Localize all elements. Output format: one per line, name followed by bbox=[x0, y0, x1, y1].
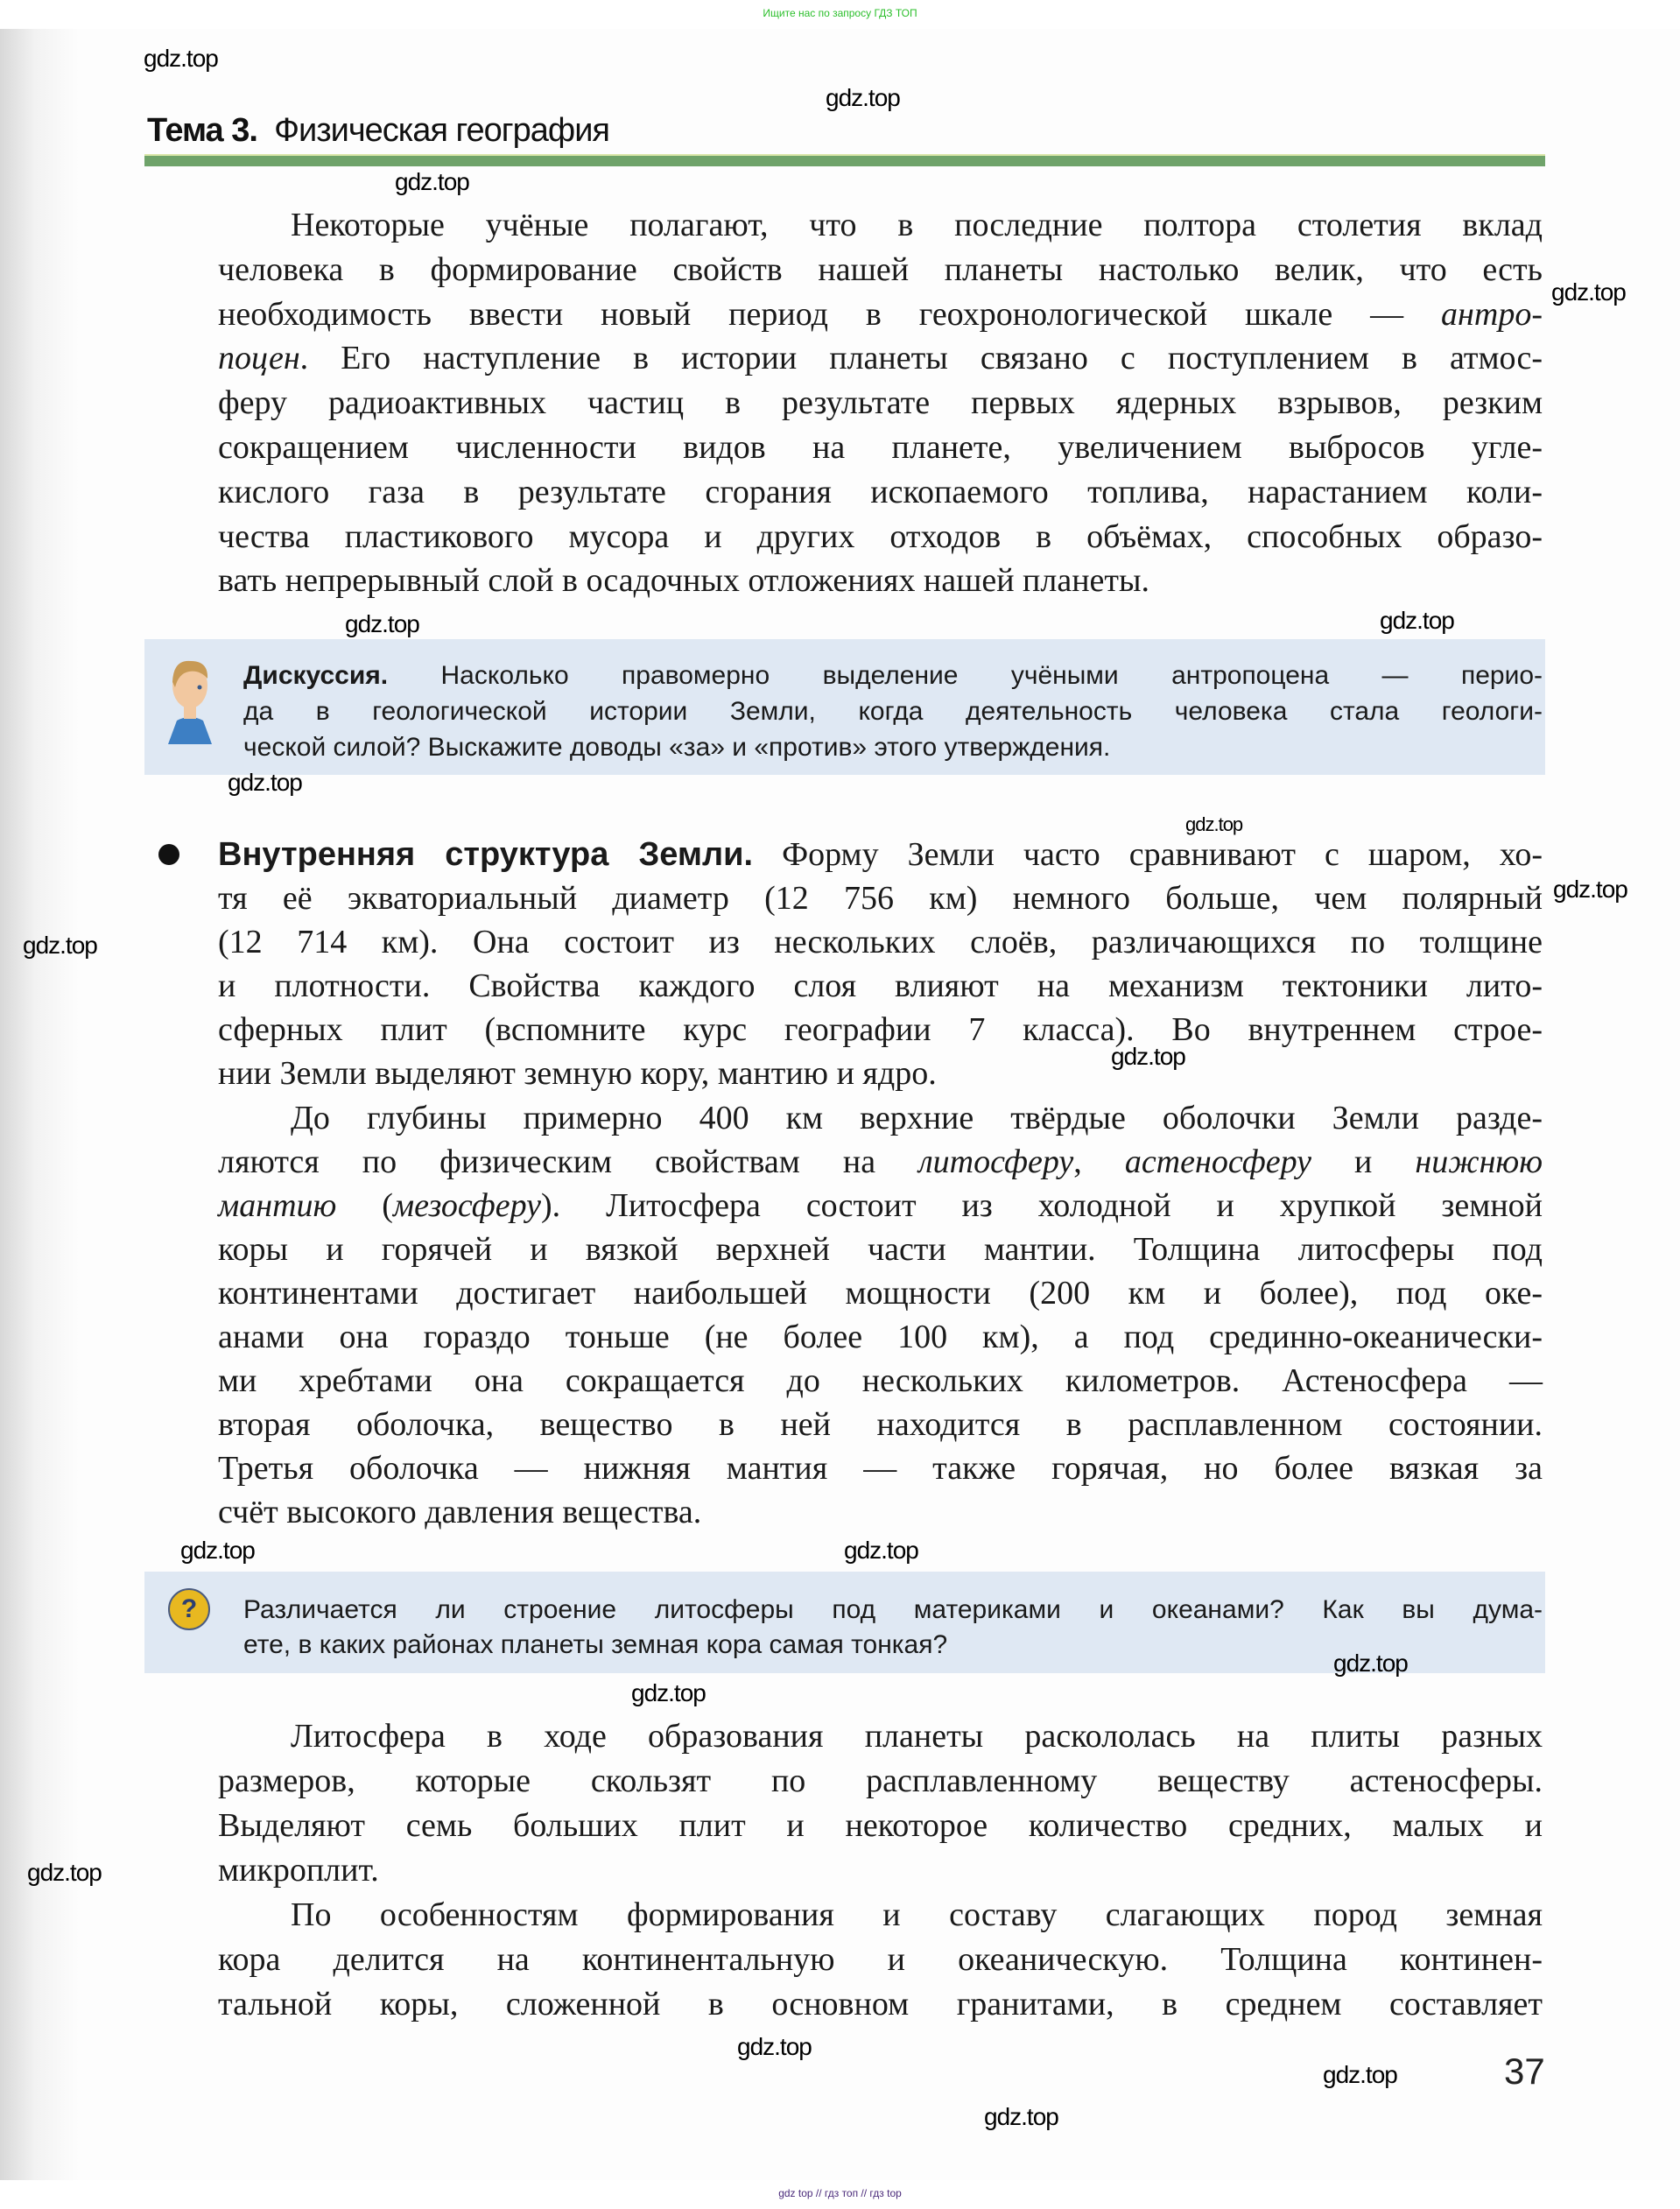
text-line bbox=[218, 1184, 1543, 1228]
text-line bbox=[218, 515, 1543, 559]
header-rule bbox=[144, 154, 1545, 166]
watermark: gdz.top bbox=[1333, 1650, 1408, 1677]
text-segment: необходимость ввести новый период в геохронологической шкале — bbox=[218, 295, 1442, 333]
text-segment: Форму Земли часто сравнивают с шаром, хо- bbox=[753, 836, 1543, 873]
italic-term: поцен bbox=[218, 340, 300, 377]
text-line bbox=[218, 1893, 1543, 1938]
text-segment: вторая оболочка, вещество в ней находится в расплавленном состоянии. bbox=[218, 1406, 1543, 1444]
watermark: gdz.top bbox=[1380, 607, 1454, 634]
text-line bbox=[218, 876, 1543, 920]
text-segment: коры и горячей и вязкой верхней части мантии. Толщина литосферы под bbox=[218, 1230, 1543, 1268]
text-line bbox=[218, 920, 1543, 964]
text-segment: ( bbox=[336, 1186, 393, 1224]
text-line bbox=[218, 1759, 1543, 1804]
italic-term: антро- bbox=[1441, 295, 1543, 333]
text-segment: и плотности. Свойства каждого слоя влияют на механизм тектоники лито- bbox=[218, 967, 1543, 1005]
text-line bbox=[218, 248, 1543, 292]
top-banner bbox=[0, 0, 1680, 29]
text-line bbox=[218, 381, 1543, 426]
text-segment: Литосфера в ходе образования планеты раскололась на плиты разных bbox=[291, 1718, 1543, 1755]
watermark: gdz.top bbox=[23, 932, 97, 959]
watermark: gdz.top bbox=[228, 769, 302, 796]
text-segment: ческой силой? Выскажите доводы «за» и «против» этого утверждения. bbox=[243, 733, 1111, 762]
text-line bbox=[243, 658, 1543, 693]
watermark: gdz.top bbox=[144, 45, 218, 72]
text-line bbox=[218, 833, 1543, 876]
text-segment: сокращением численности видов на планете, увеличением выбросов угле- bbox=[218, 428, 1543, 466]
text-line bbox=[218, 1982, 1543, 2027]
watermark: gdz.top bbox=[826, 84, 900, 111]
text-line bbox=[218, 1490, 1543, 1534]
topic-label: Тема 3. bbox=[147, 112, 257, 149]
text-segment: (12 714 км). Она состоит из нескольких слоёв, различающихся по толщине bbox=[218, 924, 1543, 961]
text-segment: До глубины примерно 400 км верхние твёрдые оболочки Земли разде- bbox=[291, 1099, 1543, 1136]
watermark: gdz.top bbox=[737, 2033, 812, 2060]
text-line bbox=[218, 292, 1543, 337]
text-line bbox=[218, 559, 1543, 603]
text-line bbox=[243, 693, 1543, 729]
topic-title: Физическая география bbox=[274, 112, 609, 149]
text-segment: По особенностям формирования и составу слагающих пород земная bbox=[291, 1896, 1543, 1933]
watermark: gdz.top bbox=[1111, 1043, 1185, 1070]
paragraph-lithosphere bbox=[218, 1714, 1543, 2027]
text-segment: анами она гораздо тоньше (не более 100 км), а под срединно-океанически- bbox=[218, 1319, 1543, 1356]
watermark: gdz.top bbox=[395, 168, 469, 195]
discussion-text bbox=[243, 658, 1543, 765]
text-segment: кора делится на континентальную и океаническую. Толщина континен- bbox=[218, 1941, 1543, 1978]
bottom-banner-text: gdz top // гдз топ // гдз top bbox=[778, 2187, 902, 2199]
top-banner-text: Ищите нас по запросу ГДЗ ТОП bbox=[763, 7, 917, 19]
text-line bbox=[218, 1096, 1543, 1140]
text-line bbox=[218, 426, 1543, 470]
text-line bbox=[218, 1938, 1543, 1982]
text-segment: вать непрерывный слой в осадочных отложениях нашей планеты. bbox=[218, 562, 1150, 600]
text-line bbox=[218, 203, 1543, 248]
text-segment: счёт высокого давления вещества. bbox=[218, 1494, 702, 1531]
text-line bbox=[218, 1446, 1543, 1490]
text-segment: континентами достигает наибольшей мощности (200 км и более), под оке- bbox=[218, 1274, 1543, 1312]
text-line bbox=[218, 470, 1543, 515]
bold-heading: Дискуссия. bbox=[243, 661, 389, 690]
text-segment: ляются по физическим свойствам на bbox=[218, 1143, 919, 1180]
text-line bbox=[218, 1359, 1543, 1403]
text-line bbox=[243, 1593, 1543, 1628]
text-segment: ете, в каких районах планеты земная кора самая тонкая? bbox=[243, 1630, 948, 1659]
watermark: gdz.top bbox=[984, 2103, 1058, 2130]
text-line bbox=[218, 1848, 1543, 1893]
text-segment: человека в формирование свойств нашей планеты настолько велик, что есть bbox=[218, 250, 1543, 288]
watermark: gdz.top bbox=[27, 1859, 102, 1886]
text-segment: Выделяют семь больших плит и некоторое количество средних, малых и bbox=[218, 1807, 1543, 1844]
bullet-icon bbox=[158, 844, 179, 865]
text-line bbox=[218, 1804, 1543, 1848]
italic-term: литосферу bbox=[918, 1143, 1074, 1180]
watermark: gdz.top bbox=[180, 1537, 255, 1564]
text-segment: кислого газа в результате сгорания ископаемого топлива, нарастанием коли- bbox=[218, 473, 1543, 510]
page-number: 37 bbox=[1504, 2051, 1545, 2092]
text-segment: ми хребтами она сокращается до нескольких километров. Астеносфера — bbox=[218, 1362, 1543, 1400]
text-segment: нии Земли выделяют земную кору, мантию и ядро. bbox=[218, 1055, 937, 1093]
text-line bbox=[218, 1008, 1543, 1052]
italic-term: нижнюю bbox=[1415, 1143, 1543, 1180]
text-line bbox=[218, 1271, 1543, 1315]
text-segment: Третья оболочка — нижняя мантия — также горячая, но более вязкая за bbox=[218, 1450, 1543, 1488]
text-line bbox=[218, 1714, 1543, 1759]
text-line bbox=[218, 1140, 1543, 1184]
text-segment: да в геологической истории Земли, когда деятельность человека стала геологи- bbox=[243, 697, 1543, 726]
text-line bbox=[218, 1315, 1543, 1359]
italic-term: астеносферу bbox=[1124, 1143, 1311, 1180]
text-segment: Насколько правомерно выделение учёными антропоцена — перио- bbox=[388, 661, 1543, 690]
text-line bbox=[218, 1052, 1543, 1095]
question-icon: ? bbox=[168, 1588, 210, 1630]
text-segment: , bbox=[1073, 1143, 1125, 1180]
bold-heading: Внутренняя структура Земли. bbox=[218, 836, 754, 873]
italic-term: мезосферу bbox=[392, 1186, 541, 1224]
text-segment: Некоторые учёные полагают, что в последние полтора столетия вклад bbox=[291, 207, 1543, 243]
watermark: gdz.top bbox=[1551, 278, 1626, 306]
text-segment: тальной коры, сложенной в основном гранитами, в среднем составляет bbox=[218, 1986, 1543, 2023]
text-line bbox=[218, 1228, 1543, 1271]
italic-term: мантию bbox=[218, 1186, 337, 1224]
text-segment: сферных плит (вспомните курс географии 7 класса). Во внутреннем строе- bbox=[218, 1011, 1543, 1049]
section-inner-structure bbox=[218, 833, 1543, 1535]
text-line bbox=[218, 1403, 1543, 1446]
bottom-banner bbox=[0, 2180, 1680, 2209]
watermark: gdz.top bbox=[1185, 813, 1243, 835]
text-segment: размеров, которые скользят по расплавленному веществу астеносферы. bbox=[218, 1762, 1543, 1799]
text-line bbox=[218, 964, 1543, 1008]
watermark: gdz.top bbox=[345, 610, 419, 637]
text-line bbox=[218, 336, 1543, 381]
page-header bbox=[147, 112, 609, 150]
text-segment: . Его наступление в истории планеты связано с поступлением в атмос- bbox=[299, 340, 1543, 377]
text-segment: феру радиоактивных частиц в результате первых ядерных взрывов, резким bbox=[218, 384, 1543, 422]
text-segment: ). Литосфера состоит из холодной и хрупкой земной bbox=[541, 1186, 1543, 1224]
text-segment: микроплит. bbox=[218, 1852, 379, 1889]
watermark: gdz.top bbox=[1553, 876, 1627, 903]
text-segment: чества пластикового мусора и других отходов в объёмах, способных образо- bbox=[218, 517, 1543, 555]
text-segment: тя её экваториальный диаметр (12 756 км) немного больше, чем полярный bbox=[218, 880, 1543, 918]
text-segment: Различается ли строение литосферы под материками и океанами? Как вы дума- bbox=[243, 1595, 1543, 1624]
watermark: gdz.top bbox=[844, 1537, 918, 1564]
watermark: gdz.top bbox=[1323, 2061, 1397, 2088]
watermark: gdz.top bbox=[631, 1679, 706, 1706]
paragraph-anthropocene bbox=[218, 203, 1543, 603]
text-segment: и bbox=[1311, 1143, 1416, 1180]
text-line bbox=[243, 729, 1543, 765]
boy-avatar-icon bbox=[165, 652, 215, 744]
